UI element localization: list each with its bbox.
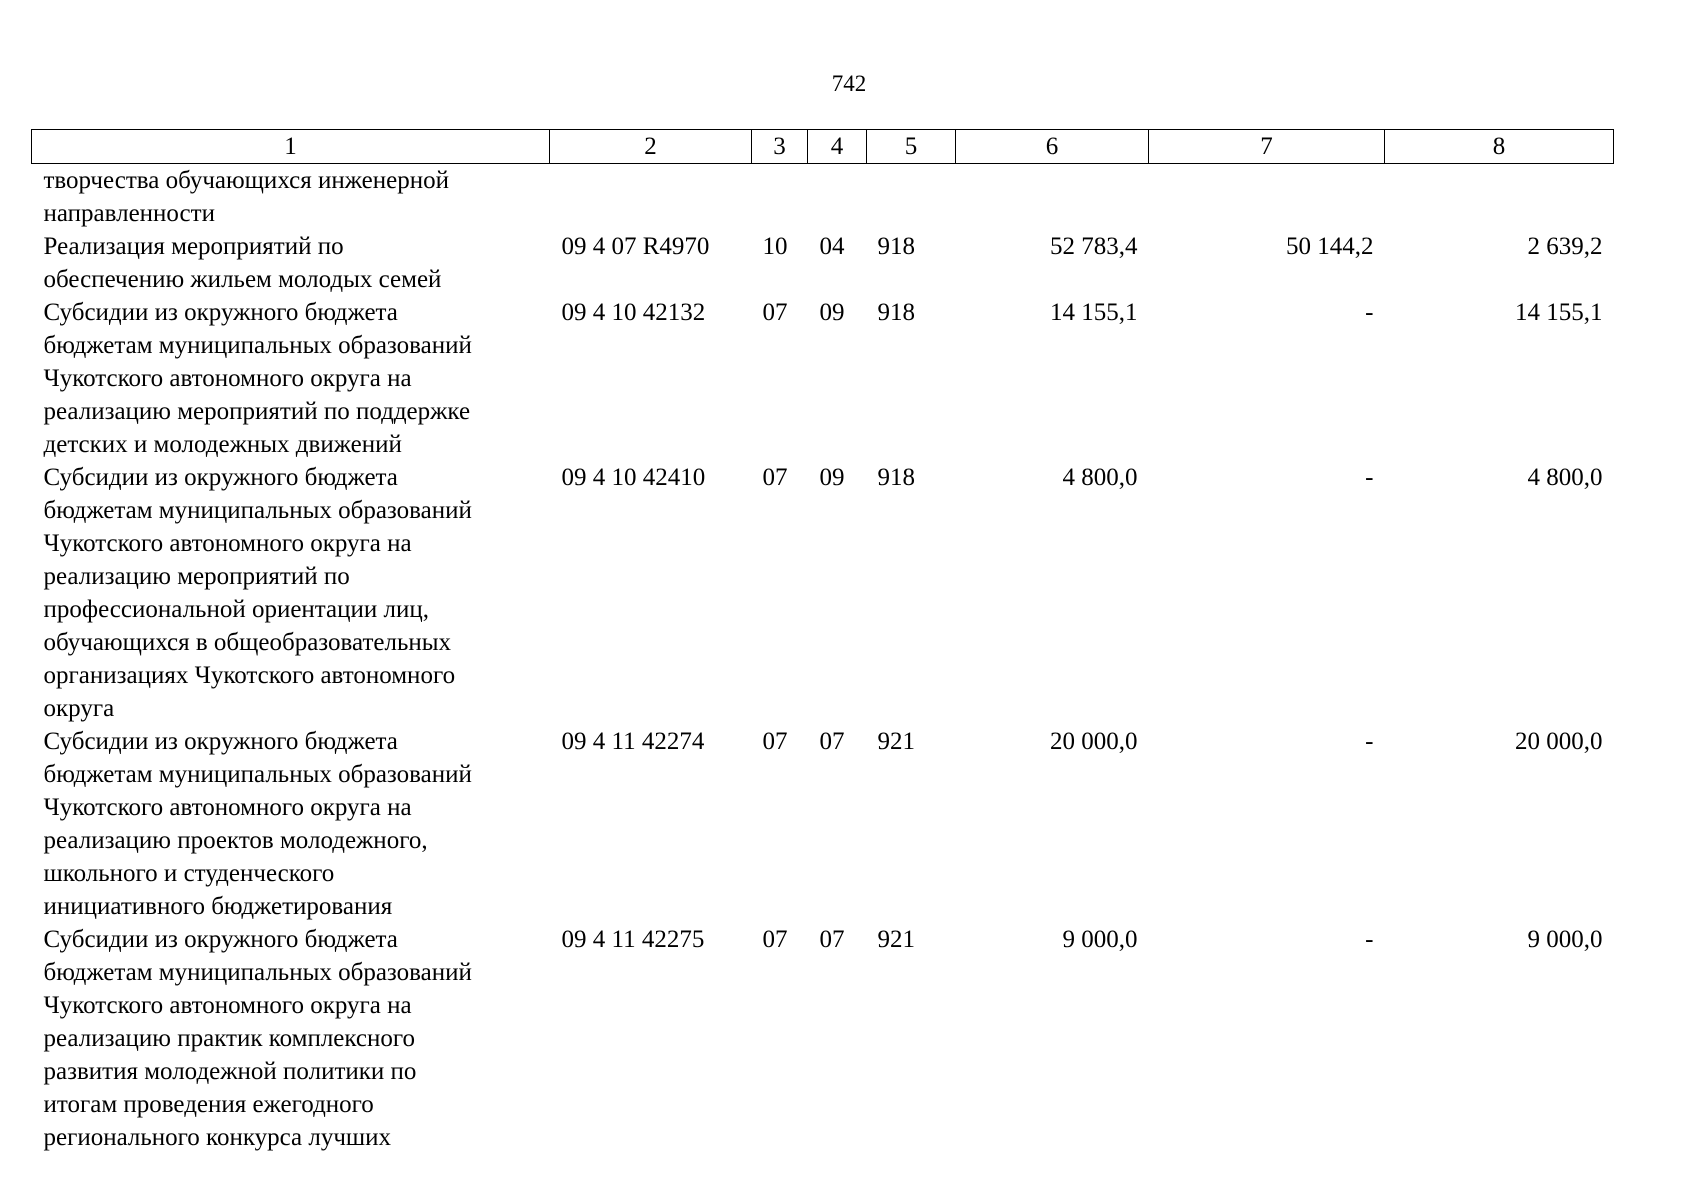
cell-target-article-code (550, 164, 752, 231)
cell-department-code: 921 (877, 728, 915, 755)
item-name-line: бюджетам муниципальных образований (43, 497, 472, 524)
item-name-line: реализацию мероприятий по (43, 563, 350, 590)
table-row (32, 725, 1614, 923)
cell-amount-regional (1385, 164, 1614, 231)
item-name-line: организациях Чукотского автономного (43, 662, 456, 689)
cell-item-name (32, 164, 550, 231)
cell-amount-federal (1149, 164, 1385, 231)
cell-item-name (32, 296, 550, 461)
cell-department-code: 918 (877, 233, 915, 260)
item-name-line: Субсидии из окружного бюджета (43, 926, 398, 953)
cell-amount-federal: - (1365, 299, 1374, 326)
cell-amount-total: 52 783,4 (1050, 233, 1138, 260)
cell-subsection-code: 04 (819, 233, 845, 260)
cell-amount-regional: 4 800,0 (1527, 464, 1603, 491)
cell-department-code: 918 (877, 299, 915, 326)
cell-target-article-code: 09 4 07 R4970 (561, 233, 710, 260)
cell-item-name (32, 461, 550, 725)
cell-department-code: 921 (877, 926, 915, 953)
item-name-line: Чукотского автономного округа на (43, 992, 412, 1019)
cell-subsection-code: 07 (819, 728, 845, 755)
column-header-2: 2 (550, 130, 752, 164)
item-name-line: округа (43, 695, 115, 722)
cell-target-article-code: 09 4 10 42132 (561, 299, 706, 326)
table-row (32, 230, 1614, 296)
column-header-4: 4 (808, 130, 867, 164)
item-name-line: реализацию практик комплексного (43, 1025, 416, 1052)
cell-subsection-code: 09 (819, 464, 845, 491)
table-row (32, 164, 1614, 231)
item-name-line: обеспечению жильем молодых семей (43, 266, 442, 293)
cell-department-code: 918 (877, 464, 915, 491)
cell-amount-total: 14 155,1 (1050, 299, 1138, 326)
item-name-line: обучающихся в общеобразовательных (43, 629, 452, 656)
table-header (32, 130, 1614, 164)
item-name-line: регионального конкурса лучших (43, 1124, 392, 1151)
column-header-6: 6 (956, 130, 1149, 164)
item-name-line: Чукотского автономного округа на (43, 530, 412, 557)
cell-section-code: 10 (762, 233, 788, 260)
cell-amount-federal: - (1365, 464, 1374, 491)
item-name-line: реализацию проектов молодежного, (43, 827, 428, 854)
cell-target-article-code: 09 4 11 42274 (561, 728, 705, 755)
cell-amount-regional: 2 639,2 (1527, 233, 1603, 260)
item-name-line: Чукотского автономного округа на (43, 365, 412, 392)
cell-amount-total (956, 164, 1149, 231)
item-name-line: бюджетам муниципальных образований (43, 332, 472, 359)
cell-amount-total: 20 000,0 (1050, 728, 1138, 755)
column-header-1: 1 (32, 130, 550, 164)
cell-section-code: 07 (762, 926, 788, 953)
column-header-3: 3 (752, 130, 808, 164)
cell-target-article-code: 09 4 11 42275 (561, 926, 705, 953)
table-row (32, 923, 1614, 1154)
item-name-line: инициативного бюджетирования (43, 893, 393, 920)
table-body (32, 164, 1614, 1155)
cell-section-code (752, 164, 808, 231)
cell-department-code (867, 164, 956, 231)
cell-amount-regional: 9 000,0 (1527, 926, 1603, 953)
cell-section-code: 07 (762, 299, 788, 326)
cell-target-article-code: 09 4 10 42410 (561, 464, 706, 491)
item-name-line: Субсидии из окружного бюджета (43, 464, 398, 491)
cell-subsection-code (808, 164, 867, 231)
item-name-line: детских и молодежных движений (43, 431, 402, 458)
cell-amount-federal: - (1365, 728, 1374, 755)
item-name-line: бюджетам муниципальных образований (43, 959, 472, 986)
item-name-line: направленности (43, 200, 215, 227)
table-row (32, 461, 1614, 725)
item-name-line: реализацию мероприятий по поддержке (43, 398, 471, 425)
item-name-line: Субсидии из окружного бюджета (43, 728, 398, 755)
item-name-line: Субсидии из окружного бюджета (43, 299, 398, 326)
cell-amount-total: 4 800,0 (1062, 464, 1138, 491)
column-header-7: 7 (1149, 130, 1385, 164)
item-name-line: Реализация мероприятий по (43, 233, 344, 260)
cell-item-name (32, 230, 550, 296)
header-row (32, 130, 1614, 164)
budget-table (31, 129, 1614, 1154)
cell-amount-regional: 20 000,0 (1515, 728, 1603, 755)
table-row (32, 296, 1614, 461)
cell-item-name (32, 923, 550, 1154)
item-name-line: Чукотского автономного округа на (43, 794, 412, 821)
item-name-line: итогам проведения ежегодного (43, 1091, 374, 1118)
cell-section-code: 07 (762, 728, 788, 755)
cell-amount-federal: - (1365, 926, 1374, 953)
column-header-8: 8 (1385, 130, 1614, 164)
cell-amount-total: 9 000,0 (1062, 926, 1138, 953)
cell-subsection-code: 09 (819, 299, 845, 326)
cell-section-code: 07 (762, 464, 788, 491)
cell-subsection-code: 07 (819, 926, 845, 953)
page-number: 742 (831, 71, 867, 96)
item-name-line: бюджетам муниципальных образований (43, 761, 472, 788)
cell-amount-federal: 50 144,2 (1286, 233, 1374, 260)
item-name-line: профессиональной ориентации лиц, (43, 596, 429, 623)
column-header-5: 5 (867, 130, 956, 164)
cell-item-name (32, 725, 550, 923)
item-name-line: школьного и студенческого (43, 860, 335, 887)
item-name-line: развития молодежной политики по (43, 1058, 417, 1085)
cell-amount-regional: 14 155,1 (1515, 299, 1603, 326)
item-name-line: творчества обучающихся инженерной (43, 167, 449, 194)
